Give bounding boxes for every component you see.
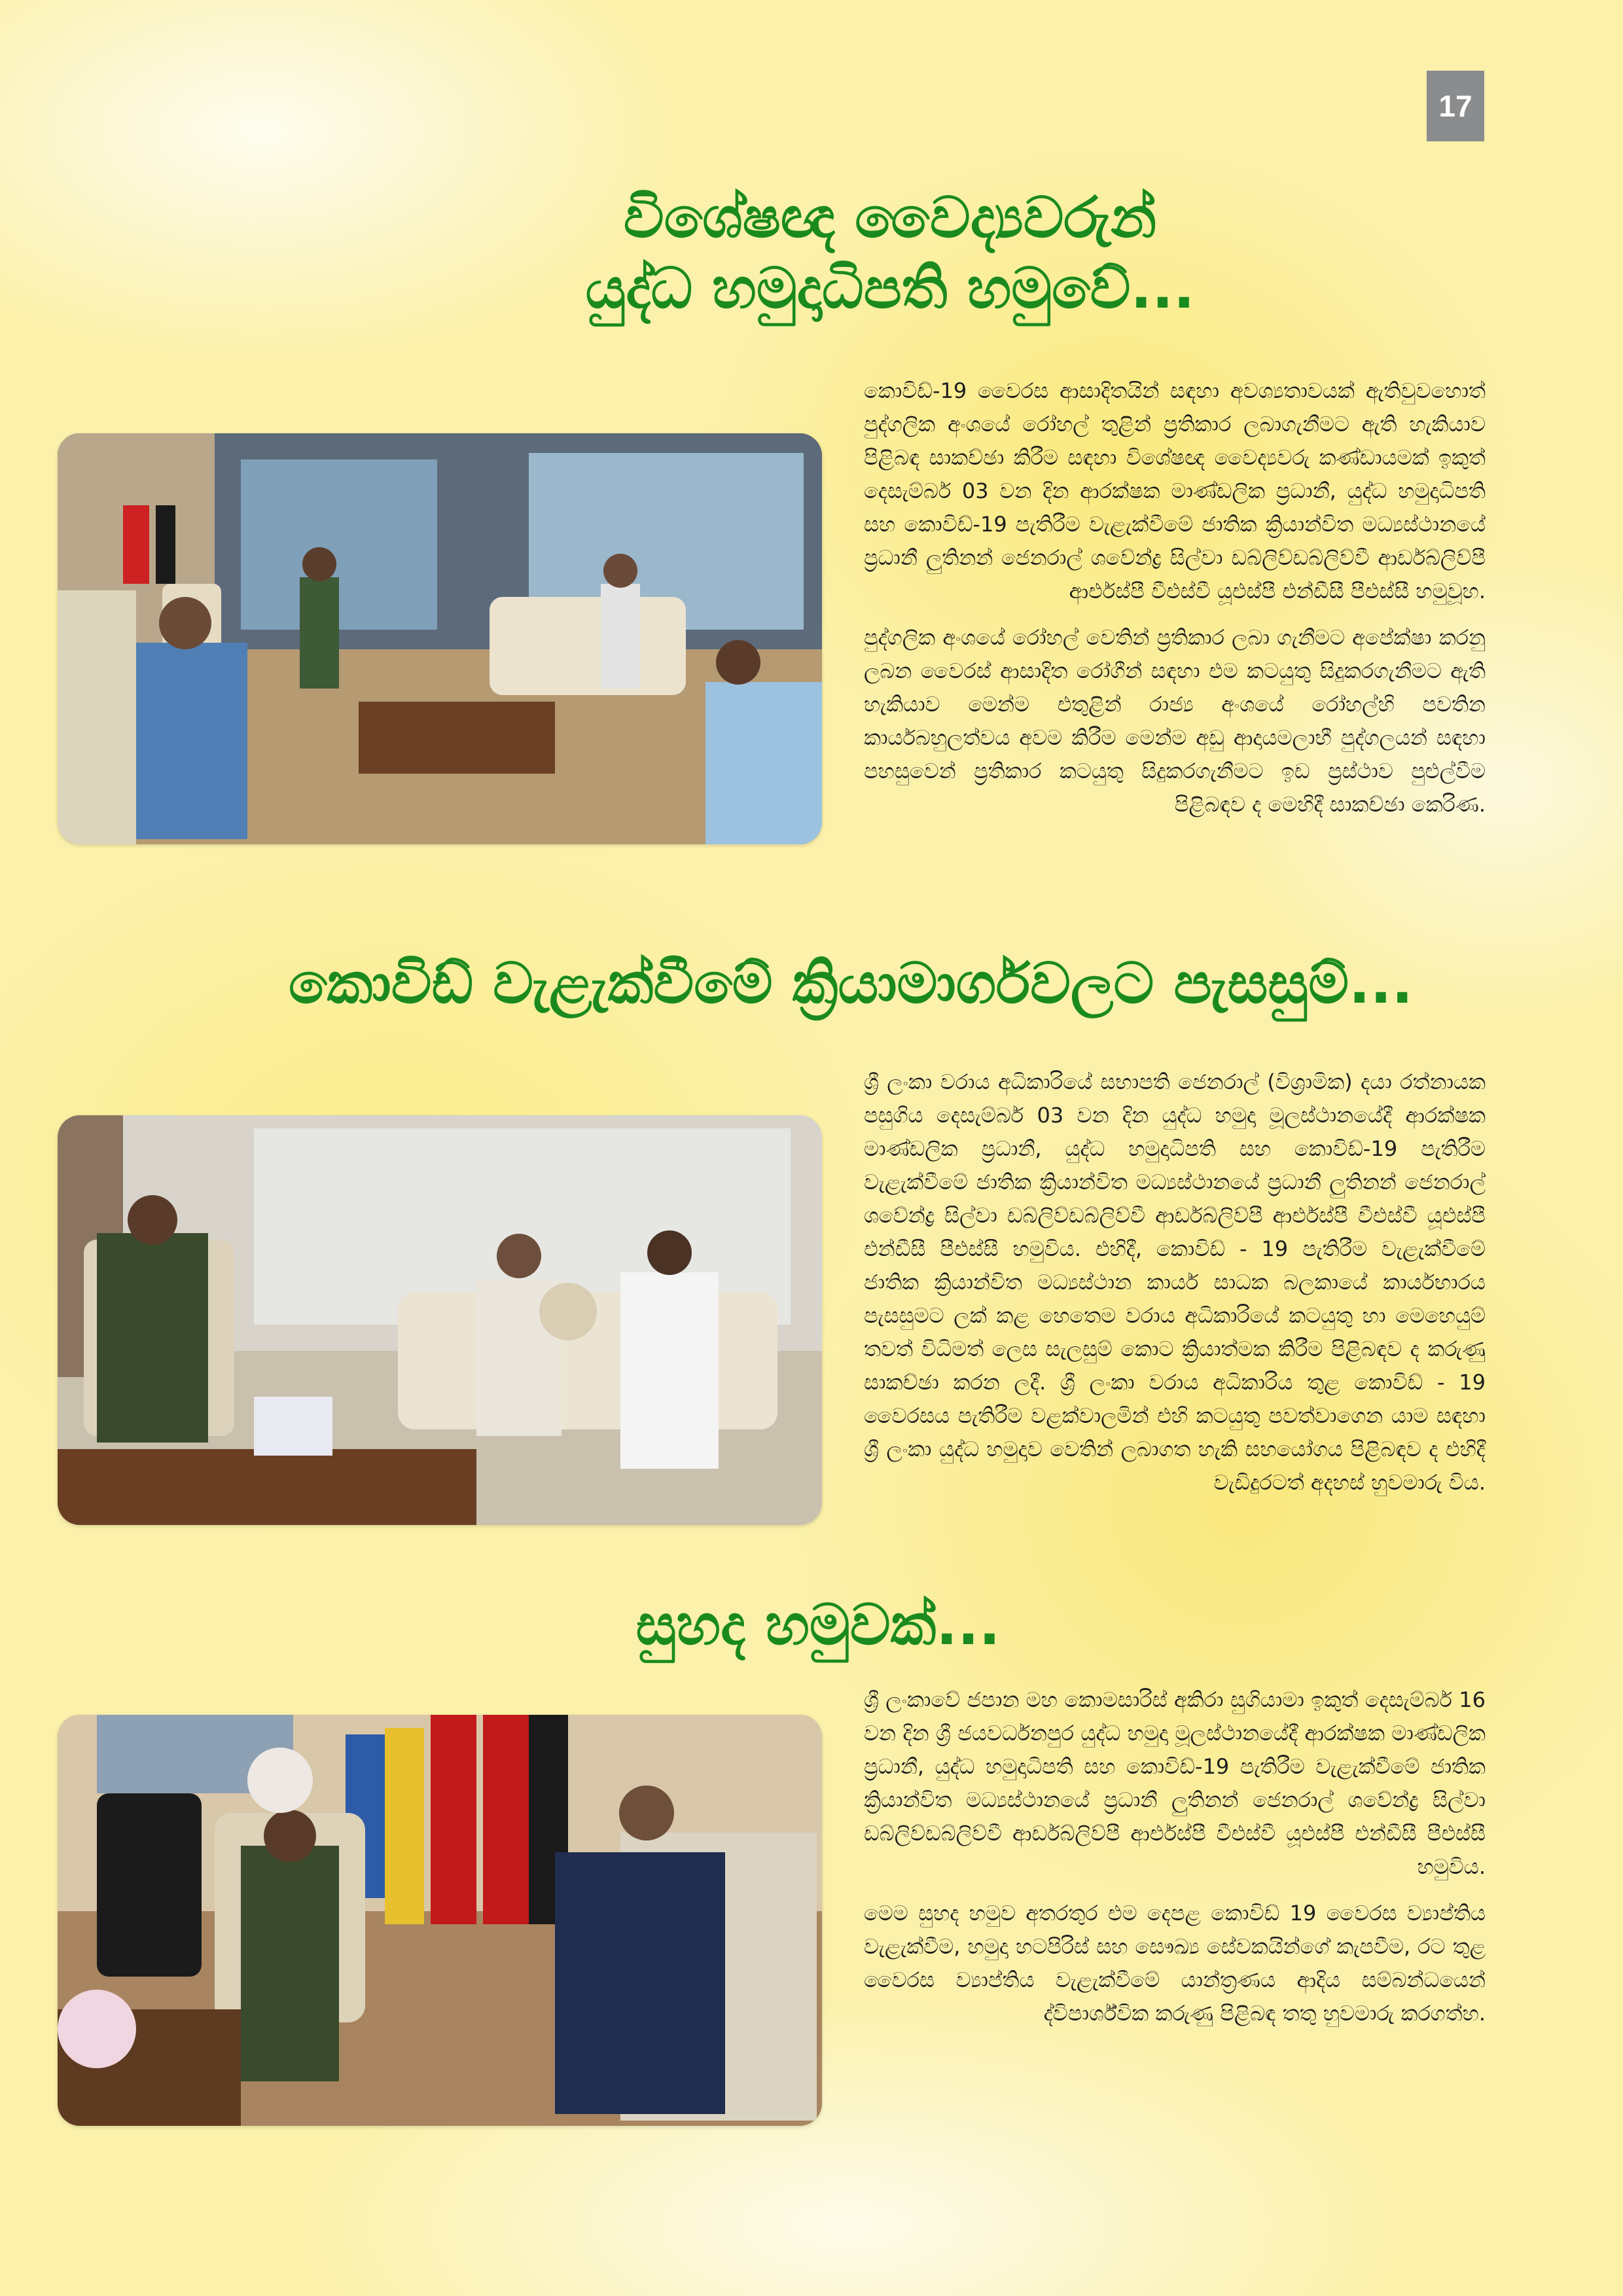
section-2-paragraph-1: ශ්‍රී ලංකා වරාය අධිකාරියේ සභාපති ජෙනරාල් (විශ්‍රාමික) දයා රත්නායක පසුගිය දෙසැම්බර් 03 වන දින යුද්ධ හමුදා මූලස්ථානයේදී ආරක්ෂක මාණ්ඩලික ප්‍රධානී, යුද්ධ හමුදාධිපති සහ කොවිඩ්-19 පැතිරීම වැළැක්වීමේ ජාතික ක්‍රියාන්විත මධ්‍යස්ථානයේ ප්‍රධානී ලුතිනන් ජෙනරාල් ශවේන්ද්‍ර සිල්වා ඩබ්ලිව්ඩබ්ලිව්වී ආර්ඩබ්ලිව්පී ආර්එස්පී වීඑස්වී යූඑස්පී එන්ඩීසී පීඑස්සී හමුවිය. එහිදී, කොවිඩ් - 19 පැතිරීම වැළැක්වීමේ ජාතික ක්‍රියාන්විත මධ්‍යස්ථාන කාර්ය සාධක බලකායේ කාර්යභාරය පැසසුමට ලක් කළ හෙතෙම වරාය අධිකාරියේ කටයුතු හා මෙහෙයුම් තවත් විධිමත් ලෙස සැලසුම් කොට ක්‍රියාත්මක කිරීම පිළිබඳව ද කරුණු සාකච්ඡා කරන ලදී. ශ්‍රී ලංකා වරාය අධිකාරිය තුළ කොවිඩ් - 19 වෛරසය පැතිරීම වළක්වාලමින් එහි කටයුතු පවත්වාගෙන යාම සඳහා ශ්‍රී ලංකා යුද්ධ හමුදාව වෙතින් ලබාගත හැකි සහයෝගය පිළිබඳව ද එහිදී වැඩිදුරටත් අදහස් හුවමාරු විය. (864, 1069, 1486, 1495)
section-2-photo (58, 1115, 822, 1525)
section-1-heading-line-1: විශේෂඥ වෛද්‍යවරුන් (623, 185, 1157, 251)
section-1-heading-line-2: යුද්ධ හමුදාධිපති හමුවේ... (585, 255, 1195, 321)
section-3-body (864, 1683, 1486, 2043)
section-1-paragraph-2: පුද්ගලික අංශයේ රෝහල් වෙතින් ප්‍රතිකාර ලබා ගැනීමට අපේක්ෂා කරනු ලබන වෛරස් ආසාදිත රෝගීන් සඳහා එම කටයුතු සිදුකරගැනීමට ඇති හැකියාව මෙන්ම එතුළින් රාජ්‍ය අංශයේ රෝහල්හි පවතින කාර්යබහුලත්වය අවම කිරීම මෙන්ම අඩු ආදායමලාභී පුද්ගලයන් සඳහා පහසුවෙන් ප්‍රතිකාර කටයුතු සිදුකරගැනීමට ඉඩ ප්‍රස්ථාව පුළුල්වීම පිළිබඳව ද මෙහිදී සාකච්ඡා කෙරිණ. (864, 625, 1486, 817)
section-2-heading-line-1: කොවිඩ් වැළැක්වීමේ ක්‍රියාමාර්ගවලට පැසසුම්... (288, 951, 1414, 1016)
section-3-heading-line-1: සුහද හමුවක්... (635, 1592, 1001, 1658)
section-3-paragraph-2: මෙම සුහද හමුව අතරතුර එම දෙපළ කොවිඩ් 19 වෛරස ව්‍යාප්තිය වැළැක්වීම, හමුදා හටපිරිස් සහ සෞඛ්‍ය සේවකයින්ගේ කැපවීම, රට තුළ වෛරස ව්‍යාප්තිය වැළැක්වීමේ යාන්ත්‍රණය ආදිය සම්බන්ධයෙන් ද්විපාර්ශ්වික කරුණු පිළිබඳ තතු හුවමාරු කරගත්හ. (864, 1901, 1486, 2026)
section-3-heading (589, 1590, 1047, 1661)
section-3-paragraph-1: ශ්‍රී ලංකාවේ ජපාන මහ කොමසාරිස් අකිරා සුගියාමා ඉකුත් දෙසැම්බර් 16 වන දින ශ්‍රී ජයවර්ධනපුර යුද්ධ හමුදා මූලස්ථානයේදී ආරක්ෂක මාණ්ඩලික ප්‍රධානී, යුද්ධ හමුදාධිපති සහ කොවිඩ්-19 පැතිරීම වැළැක්වීමේ ජාතික ක්‍රියාන්විත මධ්‍යස්ථානයේ ප්‍රධානී ලුතිනන් ජෙනරාල් ශවේන්ද්‍ර සිල්වා ඩබ්ලිව්ඩබ්ලිව්වී ආර්ඩබ්ලිව්පී ආර්එස්පී වීඑස්වී යූඑස්පී එන්ඩීසී පීඑස්සී හමුවිය. (864, 1687, 1486, 1879)
section-1-heading (458, 183, 1322, 324)
section-1-body (864, 374, 1486, 834)
section-3-photo (58, 1715, 822, 2126)
section-1-photo (58, 433, 822, 844)
section-2-heading (249, 949, 1453, 1020)
section-1-paragraph-1: කොවිඩ්-19 වෛරස ආසාදිතයින් සඳහා අවශ්‍යතාවයක් ඇතිවුවහොත් පුද්ගලික අංශයේ රෝහල් තුළින් ප්‍රතිකාර ලබාගැනීමට ඇති හැකියාව පිළිබඳ සාකච්ඡා කිරීම සඳහා විශේෂඥ වෛද්‍යවරු කණ්ඩායමක් ඉකුත් දෙසැම්බර් 03 වන දින ආරක්ෂක මාණ්ඩලික ප්‍රධානී, යුද්ධ හමුදාධිපති සහ කොවිඩ්-19 පැතිරීම වැළැක්වීමේ ජාතික ක්‍රියාන්විත මධ්‍යස්ථානයේ ප්‍රධානී ලුතිනන් ජෙනරාල් ශවේන්ද්‍ර සිල්වා ඩබ්ලිව්ඩබ්ලිව්වී ආර්ඩබ්ලිව්පී ආර්එස්පී වීඑස්වී යූඑස්පී එන්ඩීසී පීඑස්සී හමුවූහ. (864, 378, 1486, 603)
section-2-body (864, 1066, 1486, 1513)
page-number: 17 (1427, 71, 1484, 141)
